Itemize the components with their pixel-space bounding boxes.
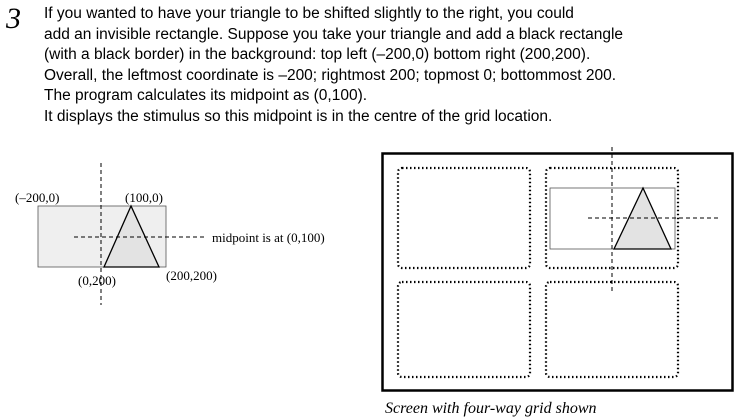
screen-diagram (383, 147, 733, 417)
grid-cell-bottom-right (546, 282, 678, 377)
left-diagram (15, 163, 325, 305)
label-bottom-right: (200,200) (166, 268, 217, 283)
label-bottom-mid: (0,200) (78, 273, 116, 288)
screen-caption: Screen with four-way grid shown (385, 400, 597, 417)
paragraph-line: If you wanted to have your triangle to be shifted slightly to the right, you could (44, 5, 574, 22)
paragraph-line: (with a black border) in the background: top left (–200,0) bottom right (200,200). (44, 46, 591, 64)
label-midpoint-note: midpoint is at (0,100) (212, 230, 325, 245)
paragraph-line: It displays the stimulus so this midpoint is in the centre of the grid location. (44, 107, 553, 125)
label-top-left: (–200,0) (15, 190, 60, 205)
paragraph-line: add an invisible rectangle. Suppose you take your triangle and add a black rectangle (44, 25, 624, 43)
grid-cell-bottom-left (398, 282, 530, 377)
step-number: 3 (6, 2, 21, 35)
grid-cell-top-left (398, 168, 530, 268)
paragraph-line: The program calculates its midpoint as (0,100). (44, 87, 368, 105)
paragraph-line: Overall, the leftmost coordinate is –200; rightmost 200; topmost 0; bottommost 200. (44, 66, 617, 84)
label-apex: (100,0) (125, 190, 163, 205)
